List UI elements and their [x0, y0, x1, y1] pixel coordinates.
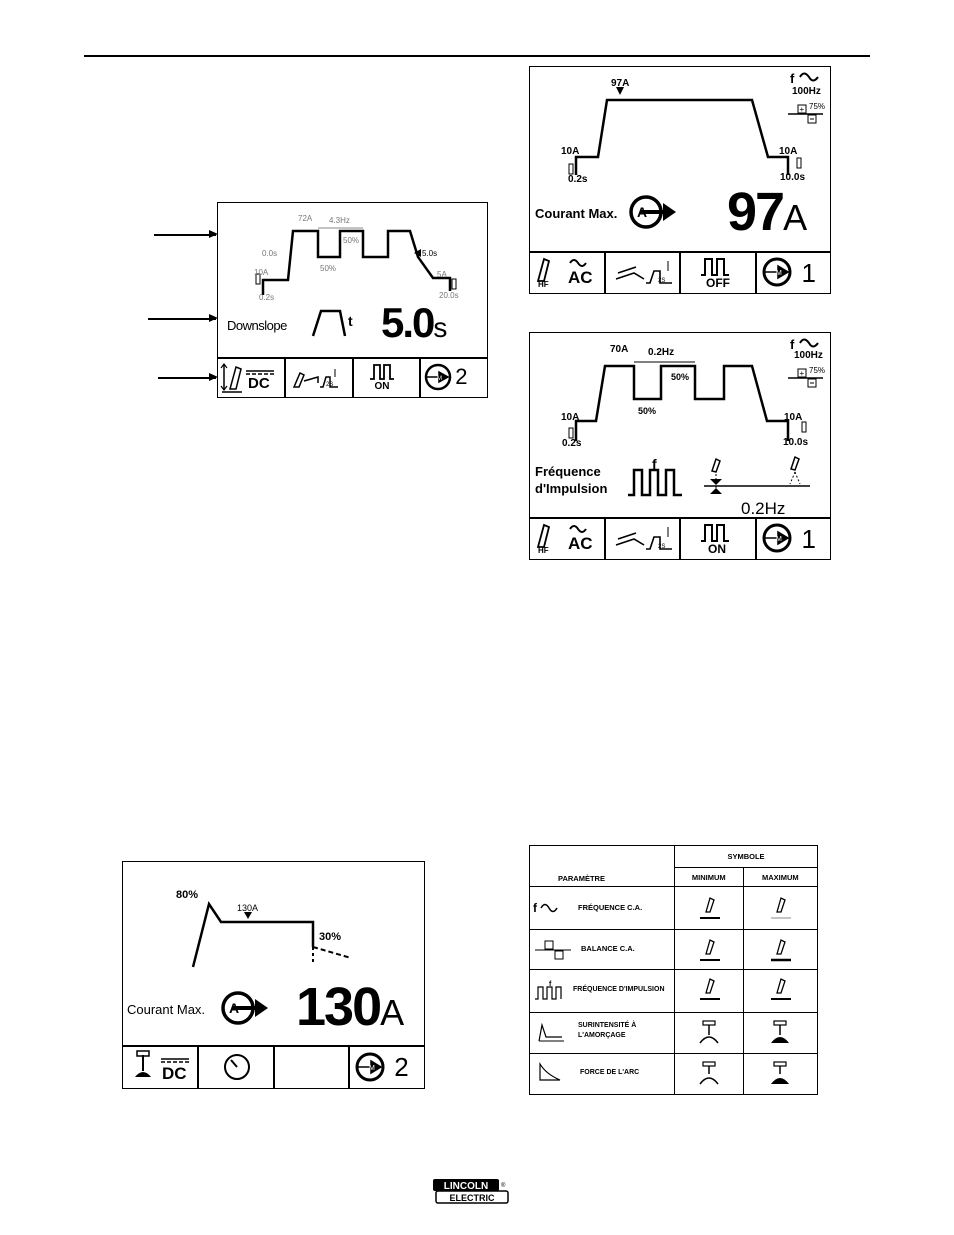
- parameter-label: Downslope: [227, 318, 287, 333]
- param-row-arc-force: [530, 1054, 675, 1095]
- svg-text:®: ®: [501, 1183, 506, 1189]
- parameter-label-line1: Fréquence: [535, 464, 601, 479]
- output-type-label: AC: [568, 534, 593, 553]
- svg-text:M: M: [369, 1065, 376, 1072]
- icon-cell-memory[interactable]: [757, 253, 831, 293]
- display-panel-pulse-frequency: [529, 332, 831, 560]
- icon-cell-pulse[interactable]: [681, 519, 757, 559]
- ac-balance-icon: [533, 938, 573, 962]
- hot-start-icon: [536, 1021, 566, 1045]
- wave-postflow-label: 10.0s: [780, 172, 806, 183]
- parameter-label-line2: d'Impulsion: [535, 481, 608, 496]
- icon-cell-memory[interactable]: [350, 1047, 424, 1088]
- icon-bar: [123, 1045, 424, 1088]
- torch-max-icon: [743, 929, 817, 970]
- icon-cell-output[interactable]: [218, 359, 286, 397]
- arc-force-icon: [536, 1060, 566, 1084]
- ac-freq-symbol: f: [790, 71, 795, 86]
- icon-cell-timer[interactable]: [199, 1047, 275, 1088]
- lincoln-electric-logo: [432, 1178, 510, 1204]
- svg-text:A: A: [229, 1000, 240, 1016]
- hf-label: HF: [538, 546, 549, 555]
- icon-cell-sequence[interactable]: [606, 253, 682, 293]
- torch-max-icon: [743, 970, 817, 1013]
- stick-max-icon: [743, 1054, 817, 1095]
- svg-text:f: f: [533, 900, 537, 915]
- svg-text:M: M: [775, 536, 782, 543]
- svg-text:ELECTRIC: ELECTRIC: [449, 1193, 495, 1203]
- param-label: FRÉQUENCE C.A.: [578, 902, 643, 912]
- parameter-value: 5.0s: [381, 299, 448, 346]
- wave-start-current: 10A: [561, 146, 580, 157]
- header-parameter: PARAMÈTRE: [558, 874, 605, 883]
- memory-icon: [350, 1047, 425, 1086]
- torch-min-icon: [675, 970, 744, 1013]
- icon-cell-memory[interactable]: [421, 359, 487, 397]
- icon-cell-pulse[interactable]: [681, 253, 757, 293]
- svg-text:M: M: [775, 270, 782, 277]
- svg-text:2S: 2S: [325, 382, 334, 388]
- memory-number: 2: [394, 1052, 409, 1082]
- wave-duty-top: 50%: [671, 372, 690, 382]
- wave-start-time: 0.2s: [568, 174, 588, 185]
- icon-bar: [218, 357, 487, 397]
- header-symbol: SYMBOLE: [675, 846, 818, 868]
- param-row-ac-balance: [530, 929, 675, 970]
- ac-freq-symbol: f: [790, 337, 795, 352]
- hot-start-label: 80%: [176, 889, 199, 901]
- svg-text:2S: 2S: [657, 544, 665, 550]
- parameter-label: Courant Max.: [127, 1002, 206, 1017]
- icon-cell-sequence[interactable]: [286, 359, 354, 397]
- trigger-sequence-icon: [286, 359, 346, 395]
- torch-min-icon: [675, 929, 744, 970]
- output-type-label: AC: [568, 268, 593, 287]
- ac-balance-label: 75%: [809, 366, 826, 375]
- wave-start-current: 10A: [254, 268, 269, 277]
- svg-text:2S: 2S: [657, 278, 665, 284]
- wave-peak-label: 70A: [610, 344, 629, 355]
- parameter-symbol: t: [348, 313, 353, 329]
- param-label-line1: SURINTENSITÉ À: [578, 1022, 637, 1030]
- svg-text:LINCOLN: LINCOLN: [443, 1181, 489, 1192]
- pulse-state-label: ON: [374, 381, 390, 392]
- wave-start-time: 0.2s: [259, 293, 275, 302]
- icon-cell-output[interactable]: [123, 1047, 199, 1088]
- memory-number: 1: [801, 258, 816, 288]
- param-row-hot-start: [530, 1013, 675, 1054]
- icon-cell-empty[interactable]: [275, 1047, 351, 1088]
- hf-label: HF: [538, 280, 549, 289]
- downslope-symbol-icon: [218, 203, 488, 358]
- header-minimum: MINIMUM: [675, 868, 744, 886]
- pulse-state-label: ON: [708, 542, 726, 556]
- pulse-state-label: OFF: [706, 276, 730, 290]
- header-rule: [84, 55, 870, 57]
- output-type-label: DC: [248, 375, 270, 392]
- param-label-line2: L'AMORÇAGE: [578, 1032, 626, 1040]
- wave-peak-label: 97A: [611, 78, 630, 89]
- ac-balance-label: 75%: [809, 102, 826, 111]
- param-row-ac-frequency: [530, 886, 675, 929]
- display-panel-max-current-97: [529, 66, 831, 294]
- parameter-value: 97A: [727, 182, 808, 242]
- stick-current-label: 130A: [237, 903, 259, 913]
- wave-downslope-marker: 5.0s: [422, 249, 438, 258]
- svg-text:+: +: [799, 105, 805, 114]
- memory-icon: [757, 519, 831, 557]
- torch-min-icon: [675, 886, 744, 929]
- wave-start-time: 0.2s: [562, 438, 582, 449]
- stick-min-icon: [675, 1054, 744, 1095]
- icon-cell-output[interactable]: [530, 253, 606, 293]
- callout-arrow-waveform: [154, 234, 216, 236]
- wave-start-current: 10A: [561, 412, 580, 423]
- wave-end-current: 10A: [784, 412, 803, 423]
- wave-end-current: 10A: [779, 146, 798, 157]
- trigger-sequence-icon: [606, 519, 680, 557]
- display-panel-downslope: [217, 202, 488, 398]
- memory-number: 1: [801, 524, 816, 554]
- param-label: FORCE DE L'ARC: [580, 1069, 640, 1077]
- icon-bar: [530, 517, 830, 559]
- stick-electrode-icon: [123, 1047, 198, 1086]
- parameter-label: Courant Max.: [535, 206, 618, 221]
- parameter-symbol: f: [652, 456, 657, 472]
- svg-text:f: f: [549, 981, 552, 989]
- icon-cell-sequence[interactable]: [606, 519, 682, 559]
- wave-freq-label: 0.2Hz: [648, 347, 675, 358]
- wave-duty-bottom: 50%: [320, 264, 337, 273]
- icon-cell-pulse[interactable]: [354, 359, 422, 397]
- icon-cell-output[interactable]: [530, 519, 606, 559]
- pulse-frequency-symbol-icon: [530, 333, 831, 523]
- trigger-sequence-icon: [606, 253, 680, 291]
- header-parameter-cell: [530, 846, 675, 887]
- memory-icon: [421, 359, 481, 395]
- timer-icon: [199, 1047, 274, 1086]
- param-label: FRÉQUENCE D'IMPULSION: [573, 986, 665, 994]
- wave-postflow-label: 20.0s: [439, 291, 459, 300]
- stick-min-icon: [675, 1013, 744, 1054]
- param-label: BALANCE C.A.: [581, 943, 635, 953]
- display-panel-stick-130: [122, 861, 425, 1089]
- wave-duty-bottom: 50%: [638, 406, 657, 416]
- parameter-value: 130A: [296, 977, 405, 1037]
- callout-arrow-parameter: [148, 318, 216, 320]
- arc-force-label: 30%: [319, 931, 342, 943]
- header-maximum: MAXIMUM: [743, 868, 817, 886]
- wave-freq-label: 4.3Hz: [329, 216, 350, 225]
- wave-preflow-label: 0.0s: [262, 249, 278, 258]
- memory-number: 2: [455, 364, 468, 389]
- ac-frequency-icon: [533, 898, 567, 918]
- wave-postflow-label: 10.0s: [783, 437, 809, 448]
- wave-peak-label: 72A: [298, 214, 313, 223]
- memory-icon: [757, 253, 831, 291]
- ac-freq-label: 100Hz: [794, 350, 823, 361]
- torch-max-icon: [743, 886, 817, 929]
- ac-freq-label: 100Hz: [792, 86, 821, 97]
- wave-end-current: 5A: [437, 270, 447, 279]
- icon-cell-memory[interactable]: [757, 519, 831, 559]
- stick-max-icon: [743, 1013, 817, 1054]
- svg-text:+: +: [799, 369, 805, 378]
- param-row-pulse-frequency: [530, 970, 675, 1013]
- icon-bar: [530, 251, 830, 293]
- output-type-label: DC: [162, 1064, 187, 1083]
- symbol-table: [529, 845, 818, 1095]
- callout-arrow-iconbar: [158, 377, 216, 379]
- svg-text:M: M: [437, 376, 443, 382]
- parameter-value: 0.2Hz: [741, 499, 786, 518]
- wave-duty-top: 50%: [343, 236, 360, 245]
- svg-text:A: A: [637, 204, 648, 220]
- pulse-frequency-icon: [533, 979, 567, 1003]
